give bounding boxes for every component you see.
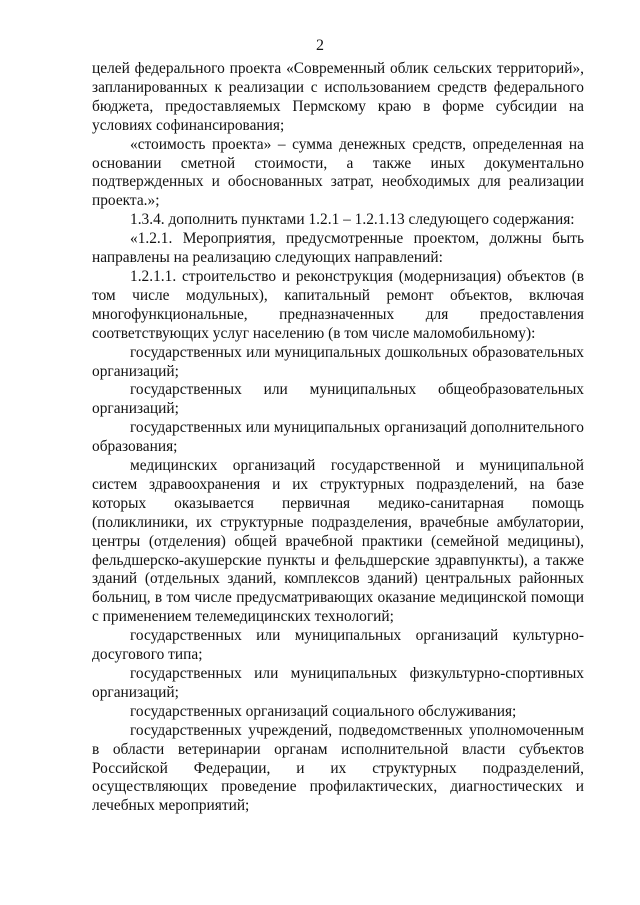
document-body (92, 60, 584, 816)
paragraph-10: государственных или муниципальных организаций культурно-досугового типа; (92, 627, 584, 664)
paragraph-12: государственных организаций социального обслуживания; (130, 702, 517, 720)
paragraph-9: медицинских организаций государственной и муниципальной систем здравоохранения и их структурных подразделений, на базе которых оказывается первичная медико-санитарная помощь (поликлиники, их структурные подразделения, врачебные амбулатории, центры (отделения) общей врачебной практики (семейной медицины), фельдшерско-акушерские пункты и фельдшерские здравпункты), а также зданий (отдельных зданий, комплексов зданий) центральных районных больниц, в том числе предусматривающих оказание медицинской помощи с применением телемедицинских технологий; (92, 457, 584, 626)
paragraph-8: государственных или муниципальных организаций дополнительного образования; (92, 419, 584, 456)
paragraph-5: 1.2.1.1. строительство и реконструкция (модернизация) объектов (в том числе модульных), капитальный ремонт объектов, включая многофункциональные, предназначенных для предоставления соответствующих услуг населению (в том числе маломобильному): (92, 267, 584, 342)
paragraph-7: государственных или муниципальных общеобразовательных организаций; (92, 381, 584, 418)
paragraph-13: государственных учреждений, подведомственных уполномоченным в области ветеринарии органам исполнительной власти субъектов Российской Федерации, и их структурных подразделений, осуществляющих проведение профилактических, диагностических и лечебных мероприятий; (92, 721, 584, 815)
paragraph-11: государственных или муниципальных физкультурно-спортивных организаций; (92, 665, 584, 701)
paragraph-1: целей федерального проекта «Современный облик сельских территорий», запланированных к реализации с использованием средств федерального бюджета, предоставляемых Пермскому краю в форме субсидии на условиях софинансирования; (92, 60, 584, 134)
paragraph-4: «1.2.1. Мероприятия, предусмотренные проектом, должны быть направлены на реализацию следующих направлений: (92, 230, 584, 267)
paragraph-2: «стоимость проекта» – сумма денежных средств, определенная на основании сметной стоимости, а также иных документально подтвержденных и обоснованных затрат, необходимых для реализации проекта.»; (92, 135, 584, 210)
page-number: 2 (316, 37, 324, 54)
paragraph-3: 1.3.4. дополнить пунктами 1.2.1 – 1.2.1.13 следующего содержания: (130, 211, 575, 229)
paragraph-6: государственных или муниципальных дошкольных образовательных организаций; (92, 343, 584, 380)
